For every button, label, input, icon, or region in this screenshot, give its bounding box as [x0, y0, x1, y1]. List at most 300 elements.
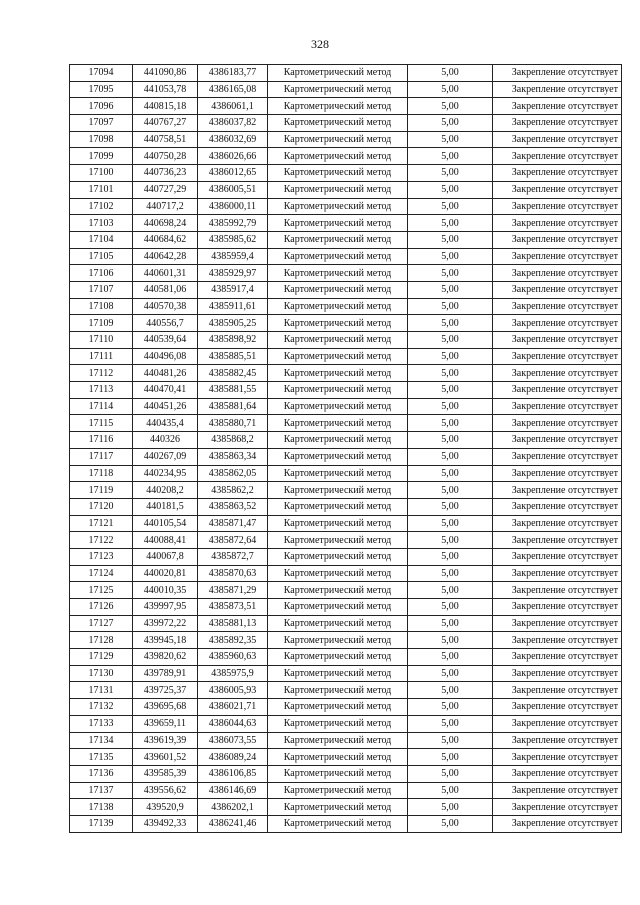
y-coordinate-cell: 4385960,63: [198, 649, 268, 666]
point-number-cell: 17117: [70, 448, 133, 465]
table-row: [70, 281, 622, 298]
accuracy-cell: 5,00: [408, 248, 493, 265]
point-number-cell: 17136: [70, 765, 133, 782]
table-row: [70, 298, 622, 315]
y-coordinate-cell: 4385862,2: [198, 482, 268, 499]
table-row: [70, 248, 622, 265]
table-row: [70, 115, 622, 132]
x-coordinate-cell: 440601,31: [133, 265, 198, 282]
accuracy-cell: 5,00: [408, 448, 493, 465]
method-cell: Картометрический метод: [268, 749, 408, 766]
table-row: [70, 565, 622, 582]
table-row: [70, 432, 622, 449]
accuracy-cell: 5,00: [408, 115, 493, 132]
method-cell: Картометрический метод: [268, 115, 408, 132]
x-coordinate-cell: 440105,54: [133, 515, 198, 532]
method-cell: Картометрический метод: [268, 582, 408, 599]
method-cell: Картометрический метод: [268, 365, 408, 382]
accuracy-cell: 5,00: [408, 482, 493, 499]
y-coordinate-cell: 4385873,51: [198, 599, 268, 616]
status-cell: Закрепление отсутствует: [493, 181, 622, 198]
point-number-cell: 17125: [70, 582, 133, 599]
accuracy-cell: 5,00: [408, 215, 493, 232]
method-cell: Картометрический метод: [268, 515, 408, 532]
status-cell: Закрепление отсутствует: [493, 248, 622, 265]
status-cell: Закрепление отсутствует: [493, 382, 622, 399]
y-coordinate-cell: 4386106,85: [198, 765, 268, 782]
point-number-cell: 17098: [70, 131, 133, 148]
page-number: 328: [311, 37, 329, 51]
accuracy-cell: 5,00: [408, 315, 493, 332]
point-number-cell: 17129: [70, 649, 133, 666]
table-row: [70, 181, 622, 198]
y-coordinate-cell: 4386165,08: [198, 81, 268, 98]
y-coordinate-cell: 4386202,1: [198, 799, 268, 816]
point-number-cell: 17124: [70, 565, 133, 582]
x-coordinate-cell: 439556,62: [133, 782, 198, 799]
point-number-cell: 17128: [70, 632, 133, 649]
status-cell: Закрепление отсутствует: [493, 448, 622, 465]
point-number-cell: 17099: [70, 148, 133, 165]
method-cell: Картометрический метод: [268, 231, 408, 248]
accuracy-cell: 5,00: [408, 365, 493, 382]
status-cell: Закрепление отсутствует: [493, 815, 622, 832]
method-cell: Картометрический метод: [268, 148, 408, 165]
y-coordinate-cell: 4385863,34: [198, 448, 268, 465]
point-number-cell: 17094: [70, 65, 133, 82]
x-coordinate-cell: 440539,64: [133, 332, 198, 349]
y-coordinate-cell: 4385992,79: [198, 215, 268, 232]
x-coordinate-cell: 439695,68: [133, 699, 198, 716]
table-body: [70, 65, 622, 833]
table-row: [70, 615, 622, 632]
y-coordinate-cell: 4385892,35: [198, 632, 268, 649]
y-coordinate-cell: 4385959,4: [198, 248, 268, 265]
x-coordinate-cell: 440750,28: [133, 148, 198, 165]
y-coordinate-cell: 4386044,63: [198, 715, 268, 732]
point-number-cell: 17106: [70, 265, 133, 282]
status-cell: Закрепление отсутствует: [493, 398, 622, 415]
x-coordinate-cell: 439585,39: [133, 765, 198, 782]
status-cell: Закрепление отсутствует: [493, 432, 622, 449]
point-number-cell: 17095: [70, 81, 133, 98]
status-cell: Закрепление отсутствует: [493, 115, 622, 132]
status-cell: Закрепление отсутствует: [493, 599, 622, 616]
table-row: [70, 98, 622, 115]
x-coordinate-cell: 440698,24: [133, 215, 198, 232]
x-coordinate-cell: 440758,51: [133, 131, 198, 148]
method-cell: Картометрический метод: [268, 615, 408, 632]
y-coordinate-cell: 4385872,7: [198, 548, 268, 565]
method-cell: Картометрический метод: [268, 765, 408, 782]
method-cell: Картометрический метод: [268, 799, 408, 816]
x-coordinate-cell: 440435,4: [133, 415, 198, 432]
status-cell: Закрепление отсутствует: [493, 665, 622, 682]
method-cell: Картометрический метод: [268, 815, 408, 832]
method-cell: Картометрический метод: [268, 248, 408, 265]
accuracy-cell: 5,00: [408, 732, 493, 749]
point-number-cell: 17102: [70, 198, 133, 215]
x-coordinate-cell: 439945,18: [133, 632, 198, 649]
accuracy-cell: 5,00: [408, 582, 493, 599]
x-coordinate-cell: 441053,78: [133, 81, 198, 98]
y-coordinate-cell: 4385871,29: [198, 582, 268, 599]
point-number-cell: 17113: [70, 382, 133, 399]
status-cell: Закрепление отсутствует: [493, 332, 622, 349]
x-coordinate-cell: 440815,18: [133, 98, 198, 115]
x-coordinate-cell: 440267,09: [133, 448, 198, 465]
y-coordinate-cell: 4385880,71: [198, 415, 268, 432]
x-coordinate-cell: 440020,81: [133, 565, 198, 582]
point-number-cell: 17096: [70, 98, 133, 115]
y-coordinate-cell: 4385868,2: [198, 432, 268, 449]
table-row: [70, 332, 622, 349]
accuracy-cell: 5,00: [408, 599, 493, 616]
method-cell: Картометрический метод: [268, 732, 408, 749]
coordinates-table: [69, 64, 622, 833]
table-row: [70, 365, 622, 382]
status-cell: Закрепление отсутствует: [493, 131, 622, 148]
y-coordinate-cell: 4386073,55: [198, 732, 268, 749]
x-coordinate-cell: 440181,5: [133, 498, 198, 515]
status-cell: Закрепление отсутствует: [493, 265, 622, 282]
status-cell: Закрепление отсутствует: [493, 298, 622, 315]
status-cell: Закрепление отсутствует: [493, 231, 622, 248]
table-row: [70, 699, 622, 716]
status-cell: Закрепление отсутствует: [493, 565, 622, 582]
y-coordinate-cell: 4385975,9: [198, 665, 268, 682]
accuracy-cell: 5,00: [408, 181, 493, 198]
method-cell: Картометрический метод: [268, 415, 408, 432]
x-coordinate-cell: 439820,62: [133, 649, 198, 666]
method-cell: Картометрический метод: [268, 165, 408, 182]
accuracy-cell: 5,00: [408, 615, 493, 632]
y-coordinate-cell: 4386089,24: [198, 749, 268, 766]
accuracy-cell: 5,00: [408, 281, 493, 298]
accuracy-cell: 5,00: [408, 231, 493, 248]
method-cell: Картометрический метод: [268, 348, 408, 365]
status-cell: Закрепление отсутствует: [493, 465, 622, 482]
accuracy-cell: 5,00: [408, 298, 493, 315]
x-coordinate-cell: 440736,23: [133, 165, 198, 182]
y-coordinate-cell: 4386000,11: [198, 198, 268, 215]
table-row: [70, 749, 622, 766]
y-coordinate-cell: 4386146,69: [198, 782, 268, 799]
point-number-cell: 17105: [70, 248, 133, 265]
point-number-cell: 17104: [70, 231, 133, 248]
point-number-cell: 17122: [70, 532, 133, 549]
x-coordinate-cell: 439601,52: [133, 749, 198, 766]
table-row: [70, 548, 622, 565]
status-cell: Закрепление отсутствует: [493, 415, 622, 432]
method-cell: Картометрический метод: [268, 398, 408, 415]
point-number-cell: 17135: [70, 749, 133, 766]
x-coordinate-cell: 440470,41: [133, 382, 198, 399]
status-cell: Закрепление отсутствует: [493, 782, 622, 799]
table-row: [70, 515, 622, 532]
x-coordinate-cell: 439520,9: [133, 799, 198, 816]
accuracy-cell: 5,00: [408, 65, 493, 82]
method-cell: Картометрический метод: [268, 332, 408, 349]
x-coordinate-cell: 440727,29: [133, 181, 198, 198]
x-coordinate-cell: 440570,38: [133, 298, 198, 315]
table-row: [70, 765, 622, 782]
table-row: [70, 131, 622, 148]
x-coordinate-cell: 440088,41: [133, 532, 198, 549]
point-number-cell: 17103: [70, 215, 133, 232]
x-coordinate-cell: 440234,95: [133, 465, 198, 482]
table-row: [70, 715, 622, 732]
accuracy-cell: 5,00: [408, 749, 493, 766]
point-number-cell: 17139: [70, 815, 133, 832]
x-coordinate-cell: 439619,39: [133, 732, 198, 749]
table-row: [70, 482, 622, 499]
table-row: [70, 348, 622, 365]
table-row: [70, 532, 622, 549]
y-coordinate-cell: 4385881,13: [198, 615, 268, 632]
accuracy-cell: 5,00: [408, 81, 493, 98]
method-cell: Картометрический метод: [268, 432, 408, 449]
accuracy-cell: 5,00: [408, 398, 493, 415]
status-cell: Закрепление отсутствует: [493, 732, 622, 749]
point-number-cell: 17133: [70, 715, 133, 732]
point-number-cell: 17138: [70, 799, 133, 816]
status-cell: Закрепление отсутствует: [493, 799, 622, 816]
accuracy-cell: 5,00: [408, 532, 493, 549]
method-cell: Картометрический метод: [268, 715, 408, 732]
y-coordinate-cell: 4386021,71: [198, 699, 268, 716]
accuracy-cell: 5,00: [408, 131, 493, 148]
method-cell: Картометрический метод: [268, 599, 408, 616]
point-number-cell: 17097: [70, 115, 133, 132]
x-coordinate-cell: 440767,27: [133, 115, 198, 132]
status-cell: Закрепление отсутствует: [493, 682, 622, 699]
method-cell: Картометрический метод: [268, 65, 408, 82]
point-number-cell: 17137: [70, 782, 133, 799]
y-coordinate-cell: 4386183,77: [198, 65, 268, 82]
status-cell: Закрепление отсутствует: [493, 215, 622, 232]
accuracy-cell: 5,00: [408, 799, 493, 816]
point-number-cell: 17114: [70, 398, 133, 415]
table-row: [70, 599, 622, 616]
accuracy-cell: 5,00: [408, 265, 493, 282]
point-number-cell: 17108: [70, 298, 133, 315]
status-cell: Закрепление отсутствует: [493, 515, 622, 532]
table-row: [70, 65, 622, 82]
accuracy-cell: 5,00: [408, 715, 493, 732]
x-coordinate-cell: 440684,62: [133, 231, 198, 248]
method-cell: Картометрический метод: [268, 532, 408, 549]
point-number-cell: 17110: [70, 332, 133, 349]
x-coordinate-cell: 439659,11: [133, 715, 198, 732]
point-number-cell: 17126: [70, 599, 133, 616]
x-coordinate-cell: 440326: [133, 432, 198, 449]
x-coordinate-cell: 440642,28: [133, 248, 198, 265]
x-coordinate-cell: 439972,22: [133, 615, 198, 632]
status-cell: Закрепление отсутствует: [493, 649, 622, 666]
point-number-cell: 17127: [70, 615, 133, 632]
y-coordinate-cell: 4386037,82: [198, 115, 268, 132]
accuracy-cell: 5,00: [408, 332, 493, 349]
method-cell: Картометрический метод: [268, 782, 408, 799]
x-coordinate-cell: 440067,8: [133, 548, 198, 565]
accuracy-cell: 5,00: [408, 382, 493, 399]
accuracy-cell: 5,00: [408, 665, 493, 682]
table-row: [70, 465, 622, 482]
status-cell: Закрепление отсутствует: [493, 148, 622, 165]
x-coordinate-cell: 440481,26: [133, 365, 198, 382]
y-coordinate-cell: 4385881,64: [198, 398, 268, 415]
accuracy-cell: 5,00: [408, 165, 493, 182]
accuracy-cell: 5,00: [408, 548, 493, 565]
y-coordinate-cell: 4385872,64: [198, 532, 268, 549]
table-row: [70, 265, 622, 282]
status-cell: Закрепление отсутствует: [493, 98, 622, 115]
method-cell: Картометрический метод: [268, 81, 408, 98]
status-cell: Закрепление отсутствует: [493, 582, 622, 599]
method-cell: Картометрический метод: [268, 632, 408, 649]
status-cell: Закрепление отсутствует: [493, 765, 622, 782]
status-cell: Закрепление отсутствует: [493, 632, 622, 649]
status-cell: Закрепление отсутствует: [493, 281, 622, 298]
table-row: [70, 215, 622, 232]
accuracy-cell: 5,00: [408, 649, 493, 666]
x-coordinate-cell: 439789,91: [133, 665, 198, 682]
accuracy-cell: 5,00: [408, 432, 493, 449]
method-cell: Картометрический метод: [268, 448, 408, 465]
point-number-cell: 17120: [70, 498, 133, 515]
accuracy-cell: 5,00: [408, 682, 493, 699]
accuracy-cell: 5,00: [408, 632, 493, 649]
table-row: [70, 582, 622, 599]
table-row: [70, 398, 622, 415]
table-row: [70, 632, 622, 649]
table-row: [70, 81, 622, 98]
point-number-cell: 17131: [70, 682, 133, 699]
method-cell: Картометрический метод: [268, 682, 408, 699]
status-cell: Закрепление отсутствует: [493, 699, 622, 716]
method-cell: Картометрический метод: [268, 181, 408, 198]
table-row: [70, 382, 622, 399]
status-cell: Закрепление отсутствует: [493, 532, 622, 549]
accuracy-cell: 5,00: [408, 465, 493, 482]
point-number-cell: 17123: [70, 548, 133, 565]
point-number-cell: 17116: [70, 432, 133, 449]
status-cell: Закрепление отсутствует: [493, 615, 622, 632]
y-coordinate-cell: 4385885,51: [198, 348, 268, 365]
method-cell: Картометрический метод: [268, 548, 408, 565]
table-row: [70, 799, 622, 816]
x-coordinate-cell: 440556,7: [133, 315, 198, 332]
method-cell: Картометрический метод: [268, 215, 408, 232]
y-coordinate-cell: 4385870,63: [198, 565, 268, 582]
status-cell: Закрепление отсутствует: [493, 198, 622, 215]
method-cell: Картометрический метод: [268, 281, 408, 298]
y-coordinate-cell: 4386032,69: [198, 131, 268, 148]
table-row: [70, 782, 622, 799]
method-cell: Картометрический метод: [268, 298, 408, 315]
table-row: [70, 665, 622, 682]
point-number-cell: 17130: [70, 665, 133, 682]
accuracy-cell: 5,00: [408, 699, 493, 716]
method-cell: Картометрический метод: [268, 315, 408, 332]
accuracy-cell: 5,00: [408, 98, 493, 115]
table-row: [70, 315, 622, 332]
status-cell: Закрепление отсутствует: [493, 482, 622, 499]
table-row: [70, 732, 622, 749]
x-coordinate-cell: 440496,08: [133, 348, 198, 365]
status-cell: Закрепление отсутствует: [493, 715, 622, 732]
point-number-cell: 17121: [70, 515, 133, 532]
y-coordinate-cell: 4385905,25: [198, 315, 268, 332]
point-number-cell: 17101: [70, 181, 133, 198]
accuracy-cell: 5,00: [408, 348, 493, 365]
status-cell: Закрепление отсутствует: [493, 348, 622, 365]
status-cell: Закрепление отсутствует: [493, 315, 622, 332]
x-coordinate-cell: 440208,2: [133, 482, 198, 499]
point-number-cell: 17112: [70, 365, 133, 382]
method-cell: Картометрический метод: [268, 98, 408, 115]
status-cell: Закрепление отсутствует: [493, 498, 622, 515]
y-coordinate-cell: 4385862,05: [198, 465, 268, 482]
y-coordinate-cell: 4385929,97: [198, 265, 268, 282]
point-number-cell: 17119: [70, 482, 133, 499]
table-row: [70, 498, 622, 515]
status-cell: Закрепление отсутствует: [493, 365, 622, 382]
method-cell: Картометрический метод: [268, 131, 408, 148]
table-row: [70, 231, 622, 248]
x-coordinate-cell: 440717,2: [133, 198, 198, 215]
y-coordinate-cell: 4386005,93: [198, 682, 268, 699]
status-cell: Закрепление отсутствует: [493, 165, 622, 182]
x-coordinate-cell: 441090,86: [133, 65, 198, 82]
x-coordinate-cell: 439997,95: [133, 599, 198, 616]
accuracy-cell: 5,00: [408, 815, 493, 832]
y-coordinate-cell: 4385898,92: [198, 332, 268, 349]
method-cell: Картометрический метод: [268, 265, 408, 282]
method-cell: Картометрический метод: [268, 465, 408, 482]
point-number-cell: 17132: [70, 699, 133, 716]
y-coordinate-cell: 4385882,45: [198, 365, 268, 382]
x-coordinate-cell: 439725,37: [133, 682, 198, 699]
accuracy-cell: 5,00: [408, 782, 493, 799]
method-cell: Картометрический метод: [268, 382, 408, 399]
y-coordinate-cell: 4385863,52: [198, 498, 268, 515]
table-row: [70, 682, 622, 699]
y-coordinate-cell: 4386012,65: [198, 165, 268, 182]
status-cell: Закрепление отсутствует: [493, 81, 622, 98]
x-coordinate-cell: 440010,35: [133, 582, 198, 599]
accuracy-cell: 5,00: [408, 565, 493, 582]
method-cell: Картометрический метод: [268, 498, 408, 515]
table-row: [70, 165, 622, 182]
y-coordinate-cell: 4385881,55: [198, 382, 268, 399]
point-number-cell: 17111: [70, 348, 133, 365]
method-cell: Картометрический метод: [268, 198, 408, 215]
point-number-cell: 17107: [70, 281, 133, 298]
accuracy-cell: 5,00: [408, 148, 493, 165]
point-number-cell: 17109: [70, 315, 133, 332]
y-coordinate-cell: 4385871,47: [198, 515, 268, 532]
x-coordinate-cell: 440451,26: [133, 398, 198, 415]
method-cell: Картометрический метод: [268, 649, 408, 666]
point-number-cell: 17118: [70, 465, 133, 482]
method-cell: Картометрический метод: [268, 482, 408, 499]
table-row: [70, 415, 622, 432]
x-coordinate-cell: 439492,33: [133, 815, 198, 832]
y-coordinate-cell: 4385911,61: [198, 298, 268, 315]
x-coordinate-cell: 440581,06: [133, 281, 198, 298]
